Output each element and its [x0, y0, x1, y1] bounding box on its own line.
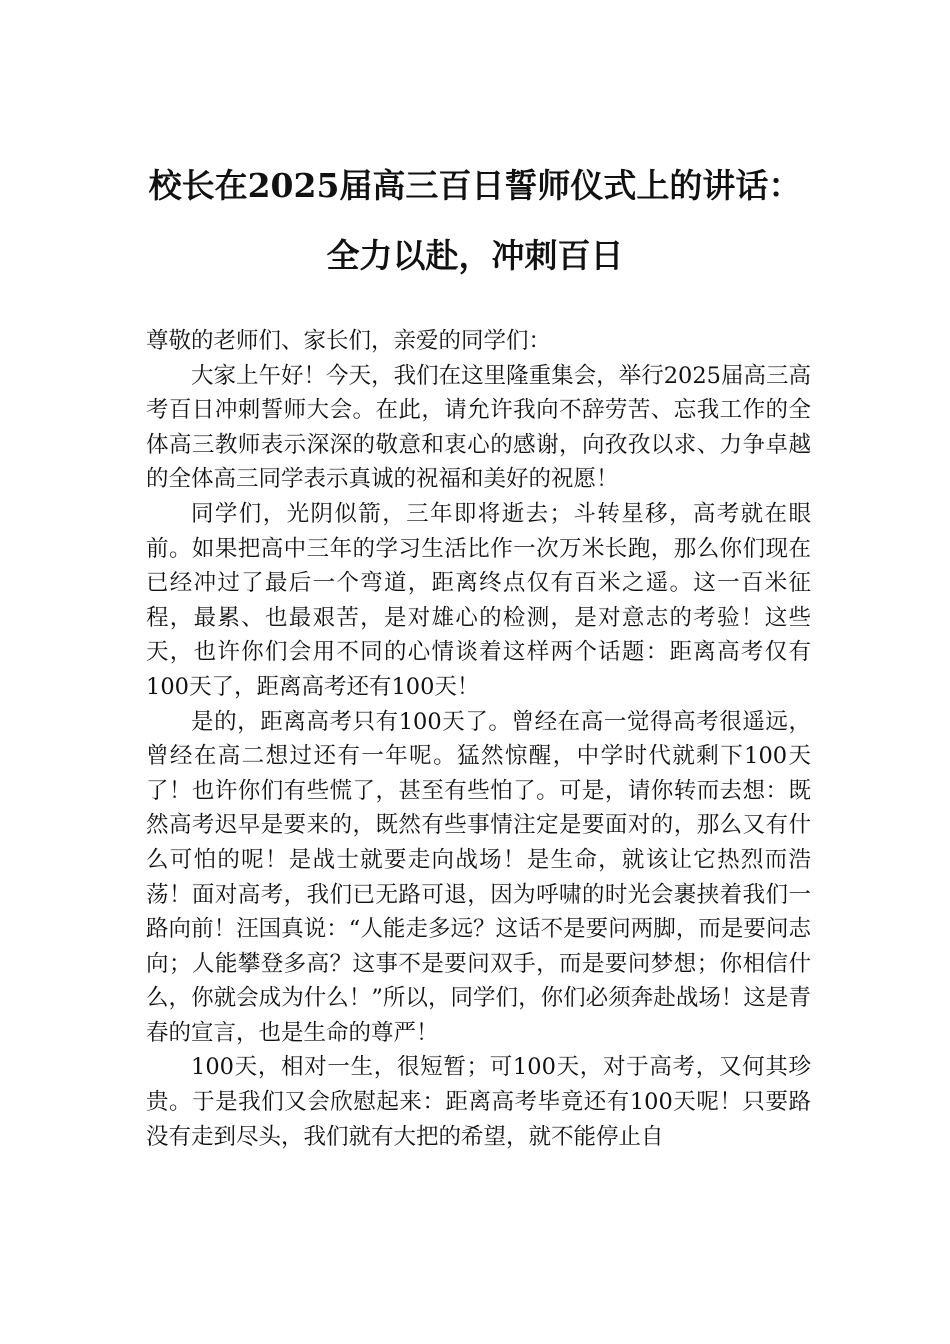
paragraph: 大家上午好！今天，我们在这里隆重集会，举行2025届高三高考百日冲刺誓师大会。在此，请允许我向不辞劳苦、忘我工作的全体高三教师表示深深的敬意和衷心的感谢，向孜孜以求、力争卓越的全体高三同学表示真诚的祝福和美好的祝愿！	[146, 362, 811, 493]
paragraph: 同学们，光阴似箭，三年即将逝去；斗转星移，高考就在眼前。如果把高中三年的学习生活比作一次万米长跑，那么你们现在已经冲过了最后一个弯道，距离终点仅有百米之遥。这一百米征程，最累、也最艰苦，是对雄心的检测，是对意志的考验！这些天，也许你们会用不同的心情谈着这样两个话题：距离高考仅有100天了，距离高考还有100天！	[146, 500, 811, 700]
document-title-line-2: 全力以赴，冲刺百日	[326, 236, 624, 275]
document-title-line-1: 校长在2025届高三百日誓师仪式上的讲话：	[148, 166, 802, 205]
paragraph: 100天，相对一生，很短暂；可100天，对于高考，又何其珍贵。于是我们又会欣慰起来：距离高考毕竟还有100天呢！只要路没有走到尽头，我们就有大把的希望，就不能停止自	[146, 1054, 811, 1150]
greeting: 尊敬的老师们、家长们，亲爱的同学们：	[146, 328, 552, 354]
paragraph: 是的，距离高考只有100天了。曾经在高一觉得高考很遥远，曾经在高二想过还有一年呢。猛然惊醒，中学时代就剩下100天了！也许你们有些慌了，甚至有些怕了。可是，请你转而去想：既然高考迟早是要来的，既然有些事情注定是要面对的，那么又有什么可怕的呢！是战士就要走向战场！是生命，就该让它热烈而浩荡！面对高考，我们已无路可退，因为呼啸的时光会裹挟着我们一路向前！汪国真说：“人能走多远？这话不是要问两脚，而是要问志向；人能攀登多高？这事不是要问双手，而是要问梦想；你相信什么，你就会成为什么！”所以，同学们，你们必须奔赴战场！这是青春的宣言，也是生命的尊严！	[146, 708, 811, 1046]
document-body	[146, 324, 811, 1154]
